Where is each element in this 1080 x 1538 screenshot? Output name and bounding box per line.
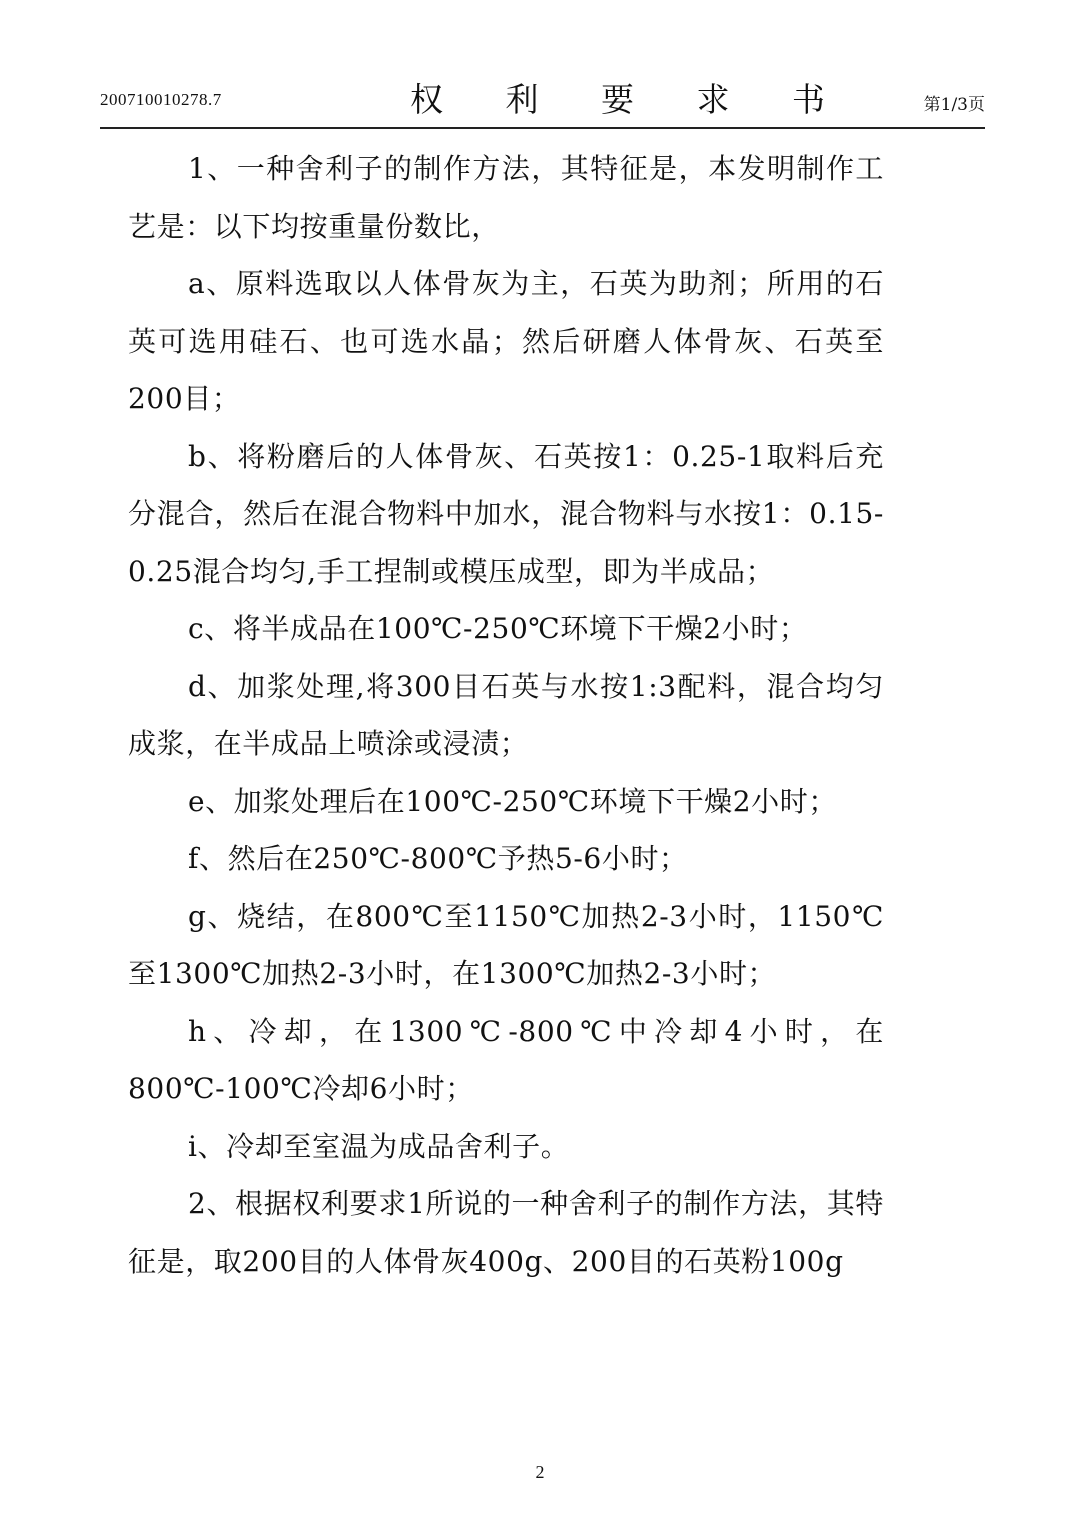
- claim-1-step-c: c、将半成品在100℃-250℃环境下干燥2小时；: [188, 612, 808, 645]
- claims-body: [128, 140, 884, 1290]
- document-title: 权 利 要 求 书: [410, 80, 851, 119]
- claim-1-step-d: d、加浆处理,将300目石英与水按1:3配料，混合均匀成浆，在半成品上喷涂或浸渍；: [128, 669, 884, 760]
- header-divider: [100, 127, 985, 129]
- page-number: 2: [535, 1462, 545, 1482]
- claim-1-step-e: e、加浆处理后在100℃-250℃环境下干燥2小时；: [188, 784, 837, 818]
- page-indicator: 第1/3页: [923, 95, 985, 115]
- claim-1-intro: 1、一种舍利子的制作方法，其特征是，本发明制作工艺是：以下均按重量份数比，: [128, 152, 884, 243]
- page-header: [100, 70, 985, 128]
- claim-1-step-h: h、冷却，在1300℃-800℃中冷却4小时，在800℃-100℃冷却6小时；: [128, 1014, 884, 1105]
- claim-1-step-i: i、冷却至室温为成品舍利子。: [188, 1129, 570, 1163]
- claim-2: 2、根据权利要求1所说的一种舍利子的制作方法，其特征是，取200目的人体骨灰400g、200目的石英粉100g: [128, 1187, 884, 1278]
- application-number: 200710010278.7: [100, 90, 222, 109]
- claim-1-step-f: f、然后在250℃-800℃予热5-6小时；: [188, 842, 688, 875]
- claim-1-step-a: a、原料选取以人体骨灰为主，石英为助剂；所用的石英可选用硅石、也可选水晶；然后研磨人体骨灰、石英至200目；: [128, 267, 884, 415]
- claim-1-step-b: b、将粉磨后的人体骨灰、石英按1：0.25-1取料后充分混合，然后在混合物料中加水，混合物料与水按1：0.15-0.25混合均匀,手工捏制或模压成型，即为半成品；: [128, 439, 884, 588]
- claim-1-step-g: g、烧结，在800℃至1150℃加热2-3小时，1150℃至1300℃加热2-3小时，在1300℃加热2-3小时；: [128, 899, 884, 990]
